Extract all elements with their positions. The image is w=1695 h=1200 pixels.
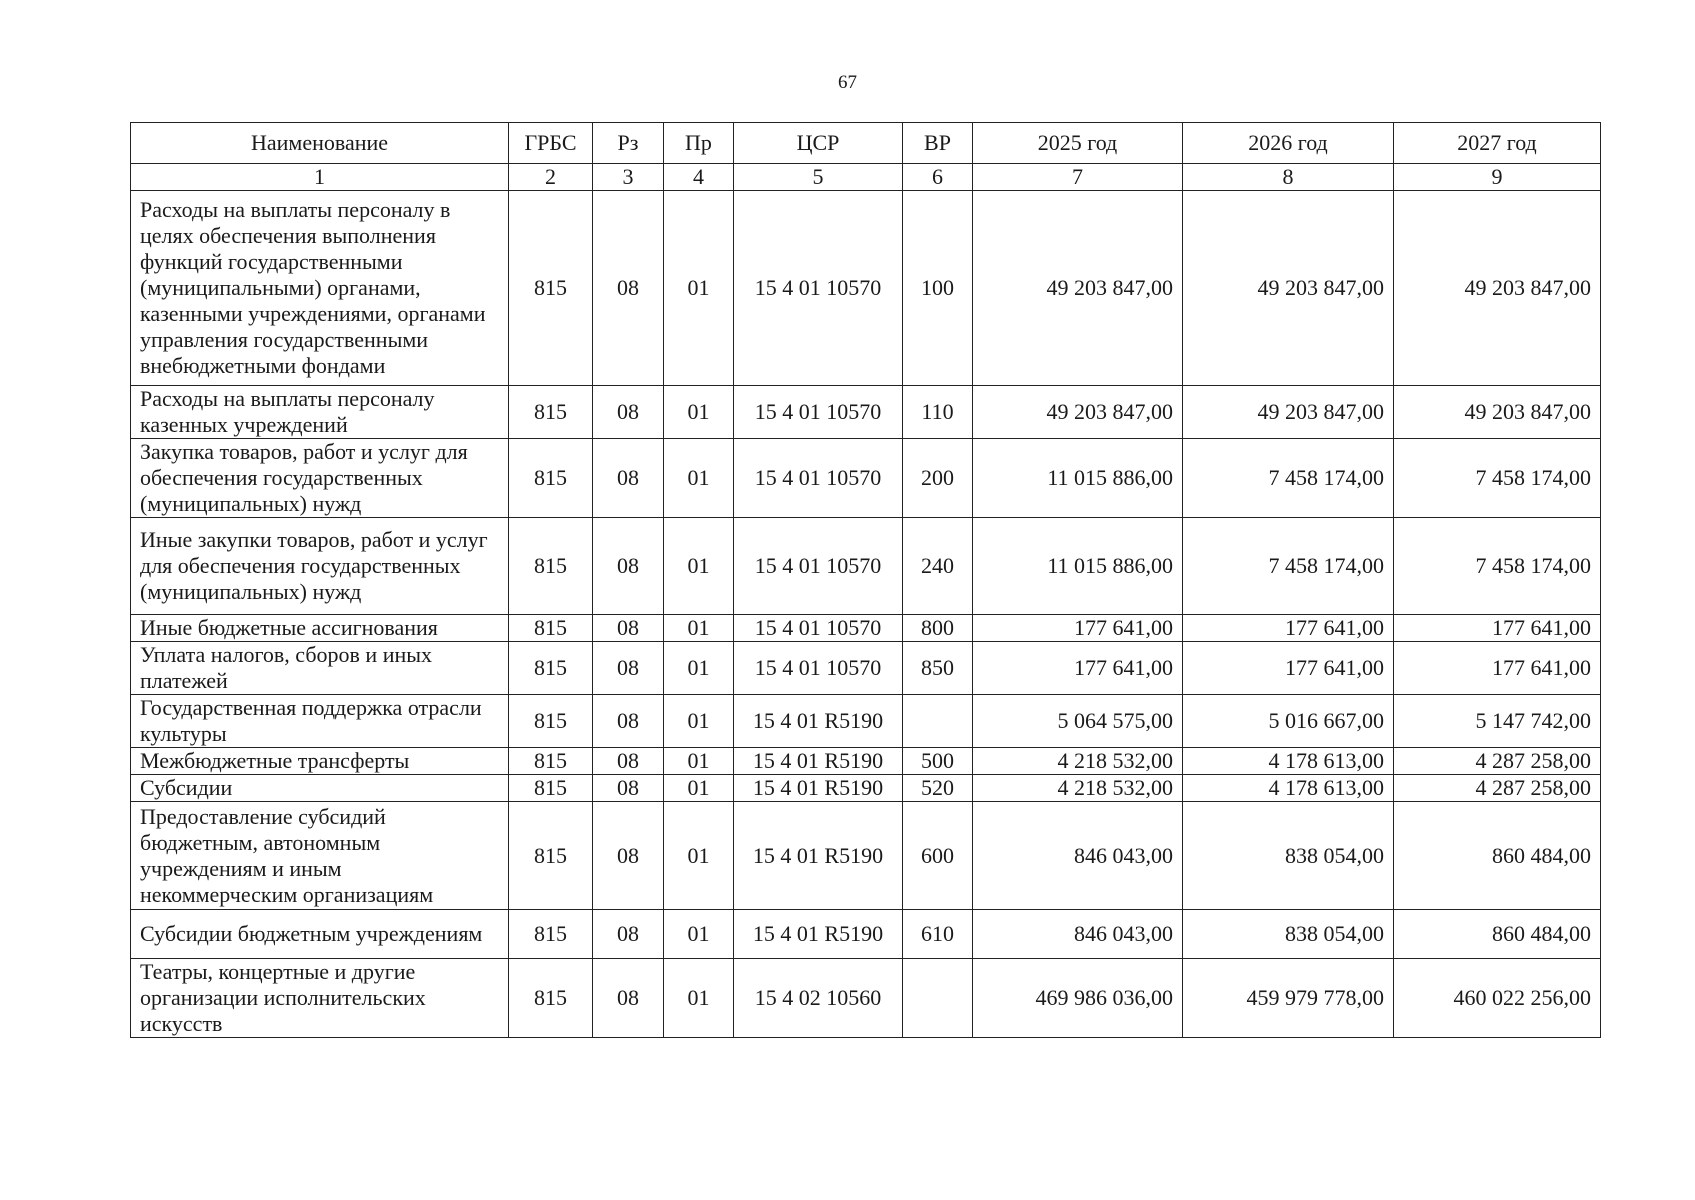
header-pr: Пр [664, 123, 734, 164]
row-amount-2026: 7 458 174,00 [1183, 518, 1394, 615]
row-amount-2025: 49 203 847,00 [973, 386, 1183, 439]
row-rz: 08 [593, 775, 664, 802]
row-amount-2026: 459 979 778,00 [1183, 959, 1394, 1038]
row-grbs: 815 [509, 775, 593, 802]
row-pr: 01 [664, 775, 734, 802]
row-name: Межбюджетные трансферты [131, 748, 509, 775]
column-number: 8 [1183, 164, 1394, 191]
row-rz: 08 [593, 748, 664, 775]
row-pr: 01 [664, 695, 734, 748]
row-pr: 01 [664, 615, 734, 642]
table-row [131, 386, 1601, 439]
row-amount-2027: 860 484,00 [1394, 802, 1601, 910]
row-pr: 01 [664, 386, 734, 439]
row-amount-2026: 49 203 847,00 [1183, 386, 1394, 439]
row-amount-2027: 460 022 256,00 [1394, 959, 1601, 1038]
row-amount-2026: 177 641,00 [1183, 642, 1394, 695]
row-rz: 08 [593, 518, 664, 615]
row-amount-2027: 177 641,00 [1394, 642, 1601, 695]
row-amount-2026: 838 054,00 [1183, 802, 1394, 910]
row-grbs: 815 [509, 695, 593, 748]
table-row [131, 439, 1601, 518]
row-amount-2027: 49 203 847,00 [1394, 191, 1601, 386]
row-rz: 08 [593, 439, 664, 518]
row-csr: 15 4 01 10570 [734, 642, 903, 695]
row-rz: 08 [593, 959, 664, 1038]
row-grbs: 815 [509, 615, 593, 642]
header-row [131, 123, 1601, 164]
row-vr: 200 [903, 439, 973, 518]
row-amount-2025: 49 203 847,00 [973, 191, 1183, 386]
row-amount-2026: 4 178 613,00 [1183, 748, 1394, 775]
row-grbs: 815 [509, 191, 593, 386]
row-amount-2025: 177 641,00 [973, 642, 1183, 695]
row-name: Государственная поддержка отрасли культуры [131, 695, 509, 748]
table-row [131, 518, 1601, 615]
row-amount-2025: 11 015 886,00 [973, 439, 1183, 518]
row-name: Расходы на выплаты персоналу в целях обеспечения выполнения функций государственными (муниципальными) органами, казенными учреждениями, органами управления государственными внебюджетными фондами [131, 191, 509, 386]
header-grbs: ГРБС [509, 123, 593, 164]
row-csr: 15 4 01 10570 [734, 191, 903, 386]
row-vr: 610 [903, 910, 973, 959]
column-number-row [131, 164, 1601, 191]
row-rz: 08 [593, 191, 664, 386]
row-amount-2025: 846 043,00 [973, 802, 1183, 910]
row-rz: 08 [593, 910, 664, 959]
row-name: Расходы на выплаты персоналу казенных учреждений [131, 386, 509, 439]
row-csr: 15 4 01 R5190 [734, 802, 903, 910]
row-grbs: 815 [509, 802, 593, 910]
row-name: Иные закупки товаров, работ и услуг для обеспечения государственных (муниципальных) нужд [131, 518, 509, 615]
row-csr: 15 4 01 R5190 [734, 910, 903, 959]
header-2027: 2027 год [1394, 123, 1601, 164]
column-number: 5 [734, 164, 903, 191]
row-amount-2027: 7 458 174,00 [1394, 439, 1601, 518]
row-pr: 01 [664, 748, 734, 775]
row-csr: 15 4 01 10570 [734, 386, 903, 439]
row-csr: 15 4 02 10560 [734, 959, 903, 1038]
header-2026: 2026 год [1183, 123, 1394, 164]
table-row [131, 615, 1601, 642]
row-csr: 15 4 01 10570 [734, 518, 903, 615]
row-amount-2027: 860 484,00 [1394, 910, 1601, 959]
row-amount-2026: 7 458 174,00 [1183, 439, 1394, 518]
page-number: 67 [838, 72, 857, 93]
row-pr: 01 [664, 518, 734, 615]
table-row [131, 910, 1601, 959]
row-amount-2025: 11 015 886,00 [973, 518, 1183, 615]
row-amount-2025: 469 986 036,00 [973, 959, 1183, 1038]
row-rz: 08 [593, 802, 664, 910]
row-name: Предоставление субсидий бюджетным, автономным учреждениям и иным некоммерческим организациям [131, 802, 509, 910]
row-vr: 850 [903, 642, 973, 695]
column-number: 9 [1394, 164, 1601, 191]
row-rz: 08 [593, 695, 664, 748]
row-amount-2027: 4 287 258,00 [1394, 748, 1601, 775]
table-row [131, 191, 1601, 386]
row-vr: 500 [903, 748, 973, 775]
row-grbs: 815 [509, 518, 593, 615]
row-name: Иные бюджетные ассигнования [131, 615, 509, 642]
row-vr: 110 [903, 386, 973, 439]
row-amount-2027: 7 458 174,00 [1394, 518, 1601, 615]
table-row [131, 959, 1601, 1038]
row-name: Субсидии [131, 775, 509, 802]
row-name: Театры, концертные и другие организации исполнительских искусств [131, 959, 509, 1038]
row-amount-2026: 838 054,00 [1183, 910, 1394, 959]
row-amount-2025: 4 218 532,00 [973, 748, 1183, 775]
row-amount-2027: 5 147 742,00 [1394, 695, 1601, 748]
row-rz: 08 [593, 642, 664, 695]
row-amount-2026: 49 203 847,00 [1183, 191, 1394, 386]
row-amount-2027: 49 203 847,00 [1394, 386, 1601, 439]
row-csr: 15 4 01 10570 [734, 615, 903, 642]
row-grbs: 815 [509, 642, 593, 695]
row-pr: 01 [664, 439, 734, 518]
row-csr: 15 4 01 R5190 [734, 775, 903, 802]
row-vr: 240 [903, 518, 973, 615]
row-amount-2026: 5 016 667,00 [1183, 695, 1394, 748]
row-pr: 01 [664, 642, 734, 695]
row-amount-2025: 846 043,00 [973, 910, 1183, 959]
row-pr: 01 [664, 802, 734, 910]
row-grbs: 815 [509, 748, 593, 775]
row-grbs: 815 [509, 386, 593, 439]
row-csr: 15 4 01 R5190 [734, 695, 903, 748]
row-csr: 15 4 01 10570 [734, 439, 903, 518]
row-name: Уплата налогов, сборов и иных платежей [131, 642, 509, 695]
row-pr: 01 [664, 191, 734, 386]
row-amount-2025: 177 641,00 [973, 615, 1183, 642]
row-pr: 01 [664, 959, 734, 1038]
header-name: Наименование [131, 123, 509, 164]
table-row [131, 748, 1601, 775]
row-grbs: 815 [509, 959, 593, 1038]
table-row [131, 642, 1601, 695]
row-vr: 100 [903, 191, 973, 386]
column-number: 2 [509, 164, 593, 191]
row-amount-2025: 5 064 575,00 [973, 695, 1183, 748]
row-name: Субсидии бюджетным учреждениям [131, 910, 509, 959]
row-vr: 600 [903, 802, 973, 910]
column-number: 3 [593, 164, 664, 191]
row-amount-2026: 4 178 613,00 [1183, 775, 1394, 802]
header-csr: ЦСР [734, 123, 903, 164]
row-amount-2027: 177 641,00 [1394, 615, 1601, 642]
row-vr [903, 959, 973, 1038]
row-vr: 800 [903, 615, 973, 642]
row-grbs: 815 [509, 910, 593, 959]
row-grbs: 815 [509, 439, 593, 518]
column-number: 4 [664, 164, 734, 191]
row-amount-2025: 4 218 532,00 [973, 775, 1183, 802]
column-number: 6 [903, 164, 973, 191]
row-csr: 15 4 01 R5190 [734, 748, 903, 775]
table-row [131, 695, 1601, 748]
row-vr [903, 695, 973, 748]
row-pr: 01 [664, 910, 734, 959]
header-rz: Рз [593, 123, 664, 164]
row-amount-2027: 4 287 258,00 [1394, 775, 1601, 802]
row-vr: 520 [903, 775, 973, 802]
table-row [131, 775, 1601, 802]
row-amount-2026: 177 641,00 [1183, 615, 1394, 642]
table-row [131, 802, 1601, 910]
row-rz: 08 [593, 386, 664, 439]
column-number: 1 [131, 164, 509, 191]
header-vr: ВР [903, 123, 973, 164]
row-name: Закупка товаров, работ и услуг для обеспечения государственных (муниципальных) нужд [131, 439, 509, 518]
row-rz: 08 [593, 615, 664, 642]
budget-table [130, 122, 1601, 1038]
column-number: 7 [973, 164, 1183, 191]
header-2025: 2025 год [973, 123, 1183, 164]
